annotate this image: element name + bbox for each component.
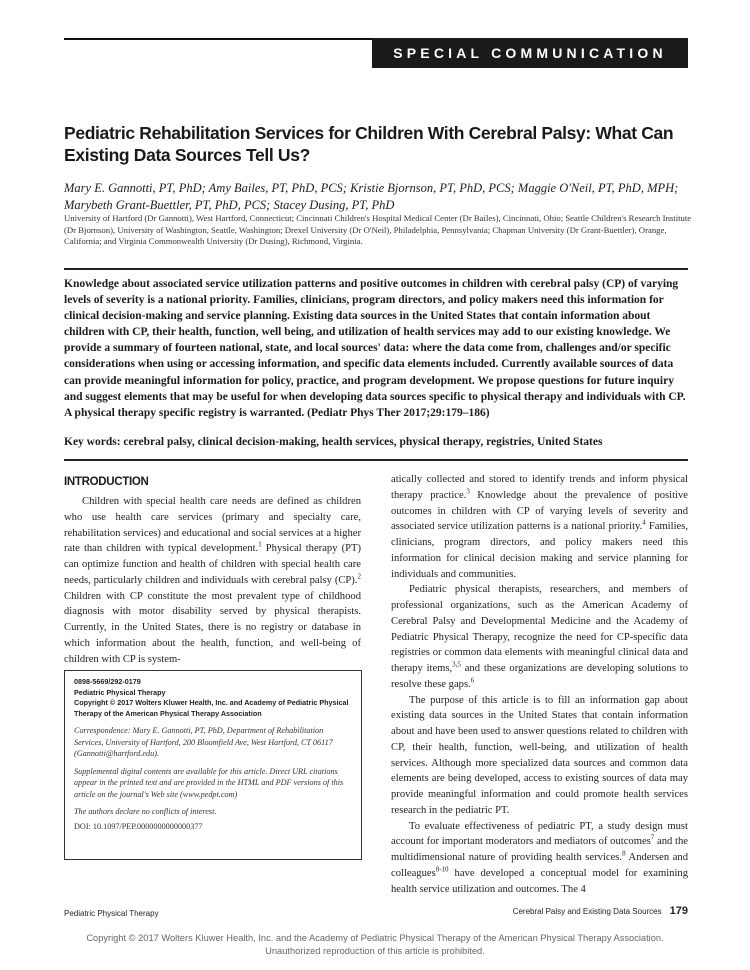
issn: 0898-5669/292-0179	[74, 677, 141, 686]
conflicts-statement: The authors declare no conflicts of interest.	[74, 807, 217, 817]
copyright-notice: Copyright © 2017 Wolters Kluwer Health, Inc. and Academy of Pediatric Physical Therapy of the American Physical Therapy Association	[74, 698, 349, 718]
article-title: Pediatric Rehabilitation Services for Children With Cerebral Palsy: What Can Existing Data Sources Tell Us?	[64, 123, 674, 165]
footer-running-title	[513, 905, 688, 917]
copyright-footer	[0, 932, 750, 958]
section-banner: SPECIAL COMMUNICATION	[372, 38, 688, 68]
article-info-box	[64, 670, 362, 860]
footer-journal: Pediatric Physical Therapy	[64, 909, 159, 918]
paragraph: atically collected and stored to identify trends and inform physical therapy practice.$^3$ Knowledge about the prevalence of positive outcomes in children with CP of varying levels of severity and associated service utilization patterns is a national priority.$^4$ Families, clinicians, program directors, and policy makers need this information for clinical decision making and service planning for individuals and communities.	[391, 474, 688, 580]
author-list: Mary E. Gannotti, PT, PhD; Amy Bailes, PT, PhD, PCS; Kristie Bjornson, PT, PhD, PCS; Maggie O'Neil, PT, PhD, MPH; Marybeth Grant-Buettler, PT, PhD, PCS; Stacey Dusing, PT, PhD	[64, 181, 679, 212]
reproduction-notice: Unauthorized reproduction of this article is prohibited.	[265, 946, 485, 956]
journal-name: Pediatric Physical Therapy	[74, 687, 166, 697]
paragraph: Pediatric physical therapists, researchers, and members of professional organizations, such as the American Academy of Cerebral Palsy and Developmental Medicine and the Academy of Pediatric Physical Therapy, recognize the need for CP-specific data registries or common data elements with meaningful clinical data and therapy items,$^{3,5}$ and these organizations are developing solutions to resolve these gaps.$^6$	[391, 584, 688, 690]
paragraph: Children with special health care needs are defined as children who use health care services (primary and specialty care, rehabilitation services) and educational and social services at a higher rate than children with typical development.$^1$ Physical therapy (PT) can optimize function and health of children with special health care needs, particularly children and individuals with cerebral palsy (CP).$^2$ Children with CP constitute the most prevalent type of childhood diagnosis with motor disability served by physical therapists. Currently, in the United States, there is no registry or database in which information about the health, function, and well-being of children with CP is system-	[64, 496, 361, 665]
page-number: 179	[669, 905, 688, 917]
abstract: Knowledge about associated service utilization patterns and positive outcomes in children with cerebral palsy (CP) of varying levels of severity is a national priority. Families, clinicians, program directors, and policy makers need this information for clinical decision-making and service planning. Existing data sources in the United States that contain information about children with CP, their health, function, well being, and utilization of health services may add to our existing knowledge. We provide a summary of fourteen national, state, and local sources' data: where the data come from, challenges and/or specific considerations when using or accessing information, and specific data elements included. Currently available sources of data can provide meaningful information for policy, practice, and program development. We propose questions for future inquiry and suggest elements that may be useful for when developing data sources specific to physical therapy and individuals with CP. A physical therapy specific registry is warranted. (Pediatr Phys Ther 2017;29:179–186)	[64, 278, 686, 419]
supplemental-note: Supplemental digital contents are available for this article. Direct URL citations appear in the printed text and are provided in the HTML and PDF versions of this article on the journal's Web site (www.pedpt.com)	[74, 766, 344, 799]
body-column-left	[64, 494, 361, 667]
abstract-top-rule	[64, 268, 688, 270]
paragraph: To evaluate effectiveness of pediatric PT, a study design must account for important moderators and mediators of outcomes$^7$ and the multidimensional nature of providing health services.$^8$ Andersen and colleagues$^{8-10}$ have developed a conceptual model for examining health service utilization and outcomes. The 4	[391, 820, 688, 895]
body-column-right	[391, 472, 688, 897]
section-heading-introduction: INTRODUCTION	[64, 476, 149, 488]
abstract-bottom-rule	[64, 459, 688, 461]
copyright-line: Copyright © 2017 Wolters Kluwer Health, Inc. and the Academy of Pediatric Physical Therapy of the American Physical Therapy Association.	[86, 933, 664, 943]
keywords: Key words: cerebral palsy, clinical decision-making, health services, physical therapy, registries, United States	[64, 436, 603, 448]
correspondence: Correspondence: Mary E. Gannotti, PT, PhD, Department of Rehabilitation Services, University of Hartford, 200 Bloomfield Ave, West Hartford, CT 06117 (Gannotti@hartford.edu).	[74, 726, 333, 759]
paragraph: The purpose of this article is to fill an information gap about existing data sources in the United States that contain information about and have been used to answer questions related to children with CP, their health, function, well-being, and utilization of health services. Although more specialized data sources and common data elements are being developed, access to existing sources of data may provide meaningful information and could promote health services research in the pediatric PT.	[391, 694, 688, 816]
doi: DOI: 10.1097/PEP.0000000000000377	[74, 821, 203, 831]
affiliations: University of Hartford (Dr Gannotti), West Hartford, Connecticut; Cincinnati Children's Hospital Medical Center (Dr Bailes), Cincinnati, Ohio; Seattle Children's Research Institute (Dr Bjornson), University of Washington, Seattle, Washington; Drexel University (Dr O'Neil), Philadelphia, Pennsylvania; Chapman University (Dr Grant-Buettler), Orange, California; and Virginia Commonwealth University (Dr Dusing), Richmond, Virginia.	[64, 213, 692, 246]
running-title: Cerebral Palsy and Existing Data Sources	[512, 907, 662, 916]
